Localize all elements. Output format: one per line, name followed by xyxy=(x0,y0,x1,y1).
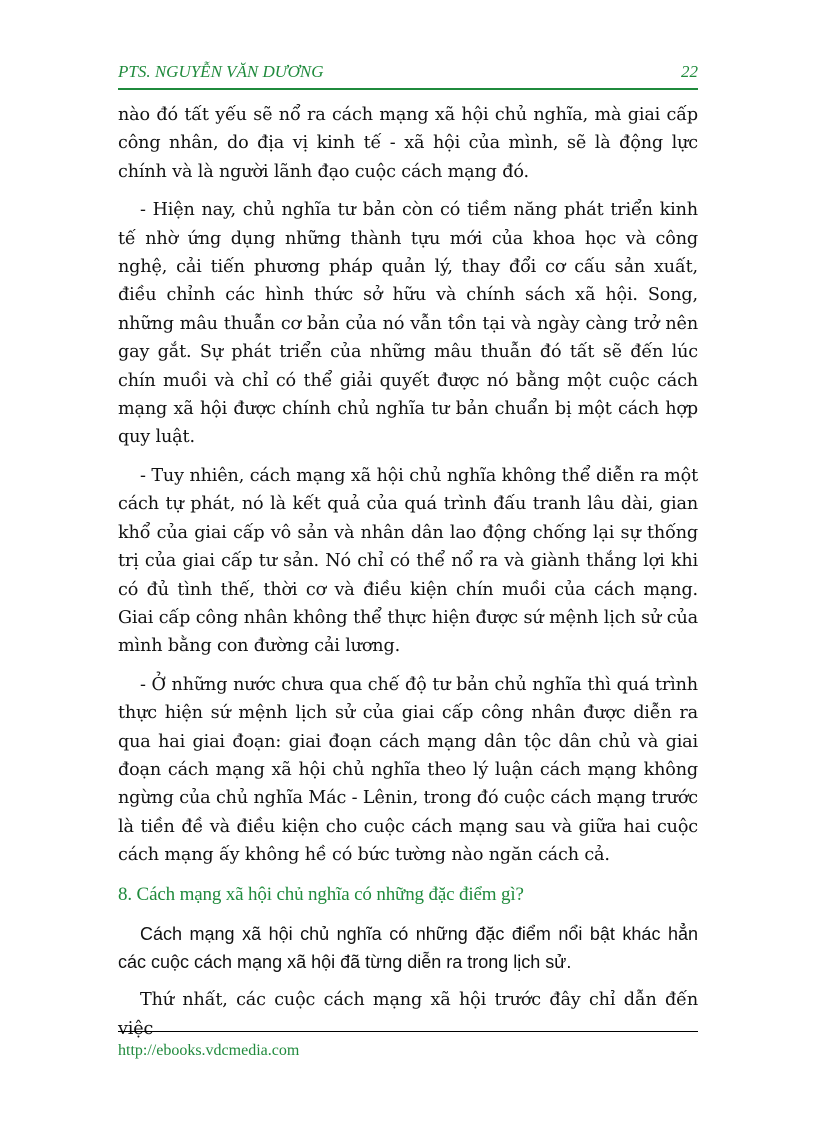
paragraph-3: - Tuy nhiên, cách mạng xã hội chủ nghĩa không thể diễn ra một cách tự phát, nó là kết quả của quá trình đấu tranh lâu dài, gian khổ của giai cấp vô sản và nhân dân lao động chống lại sự thống trị của giai cấp tư sản. Nó chỉ có thể nổ ra và giành thắng lợi khi có đủ tình thế, thời cơ và điều kiện chín muồi của cách mạng. Giai cấp công nhân không thể thực hiện được sứ mệnh lịch sử của mình bằng con đường cải lương. xyxy=(118,465,698,657)
header-author: PTS. NGUYỄN VĂN DƯƠNG xyxy=(118,62,324,81)
section-paragraph-1: Cách mạng xã hội chủ nghĩa có những đặc điểm nổi bật khác hẳn các cuộc cách mạng xã hội đã từng diễn ra trong lịch sử. xyxy=(118,923,698,972)
header-page-number: 22 xyxy=(681,62,698,81)
paragraph-1: nào đó tất yếu sẽ nổ ra cách mạng xã hội chủ nghĩa, mà giai cấp công nhân, do địa vị kinh tế - xã hội của mình, sẽ là động lực chính và là người lãnh đạo cuộc cách mạng đó. xyxy=(118,105,698,182)
section-heading: 8. Cách mạng xã hội chủ nghĩa có những đặc điểm gì? xyxy=(118,883,524,905)
header-divider xyxy=(118,88,698,90)
paragraph-2: - Hiện nay, chủ nghĩa tư bản còn có tiềm năng phát triển kinh tế nhờ ứng dụng những thành tựu mới của khoa học và công nghệ, cải tiến phương pháp quản lý, thay đổi cơ cấu sản xuất, điều chỉnh các hình thức sở hữu và chính sách xã hội. Song, những mâu thuẫn cơ bản của nó vẫn tồn tại và ngày càng trở nên gay gắt. Sự phát triển của những mâu thuẫn đó tất sẽ đến lúc chín muồi và chỉ có thể giải quyết được nó bằng một cuộc cách mạng xã hội được chính chủ nghĩa tư bản chuẩn bị một cách hợp quy luật. xyxy=(118,200,698,448)
page-header xyxy=(118,62,698,82)
footer-divider xyxy=(118,1031,698,1032)
footer-url-link[interactable]: http://ebooks.vdcmedia.com xyxy=(118,1042,300,1059)
section-paragraph-2: Thứ nhất, các cuộc cách mạng xã hội trước đây chỉ dẫn đến việc xyxy=(118,990,698,1039)
page-body xyxy=(118,101,698,1053)
paragraph-4: - Ở những nước chưa qua chế độ tư bản chủ nghĩa thì quá trình thực hiện sứ mệnh lịch sử của giai cấp công nhân được diễn ra qua hai giai đoạn: giai đoạn cách mạng dân tộc dân chủ và giai đoạn cách mạng xã hội chủ nghĩa theo lý luận cách mạng không ngừng của chủ nghĩa Mác - Lênin, trong đó cuộc cách mạng trước là tiền đề và điều kiện cho cuộc cách mạng sau và giữa hai cuộc cách mạng ấy không hề có bức tường nào ngăn cách cả. xyxy=(118,674,698,866)
